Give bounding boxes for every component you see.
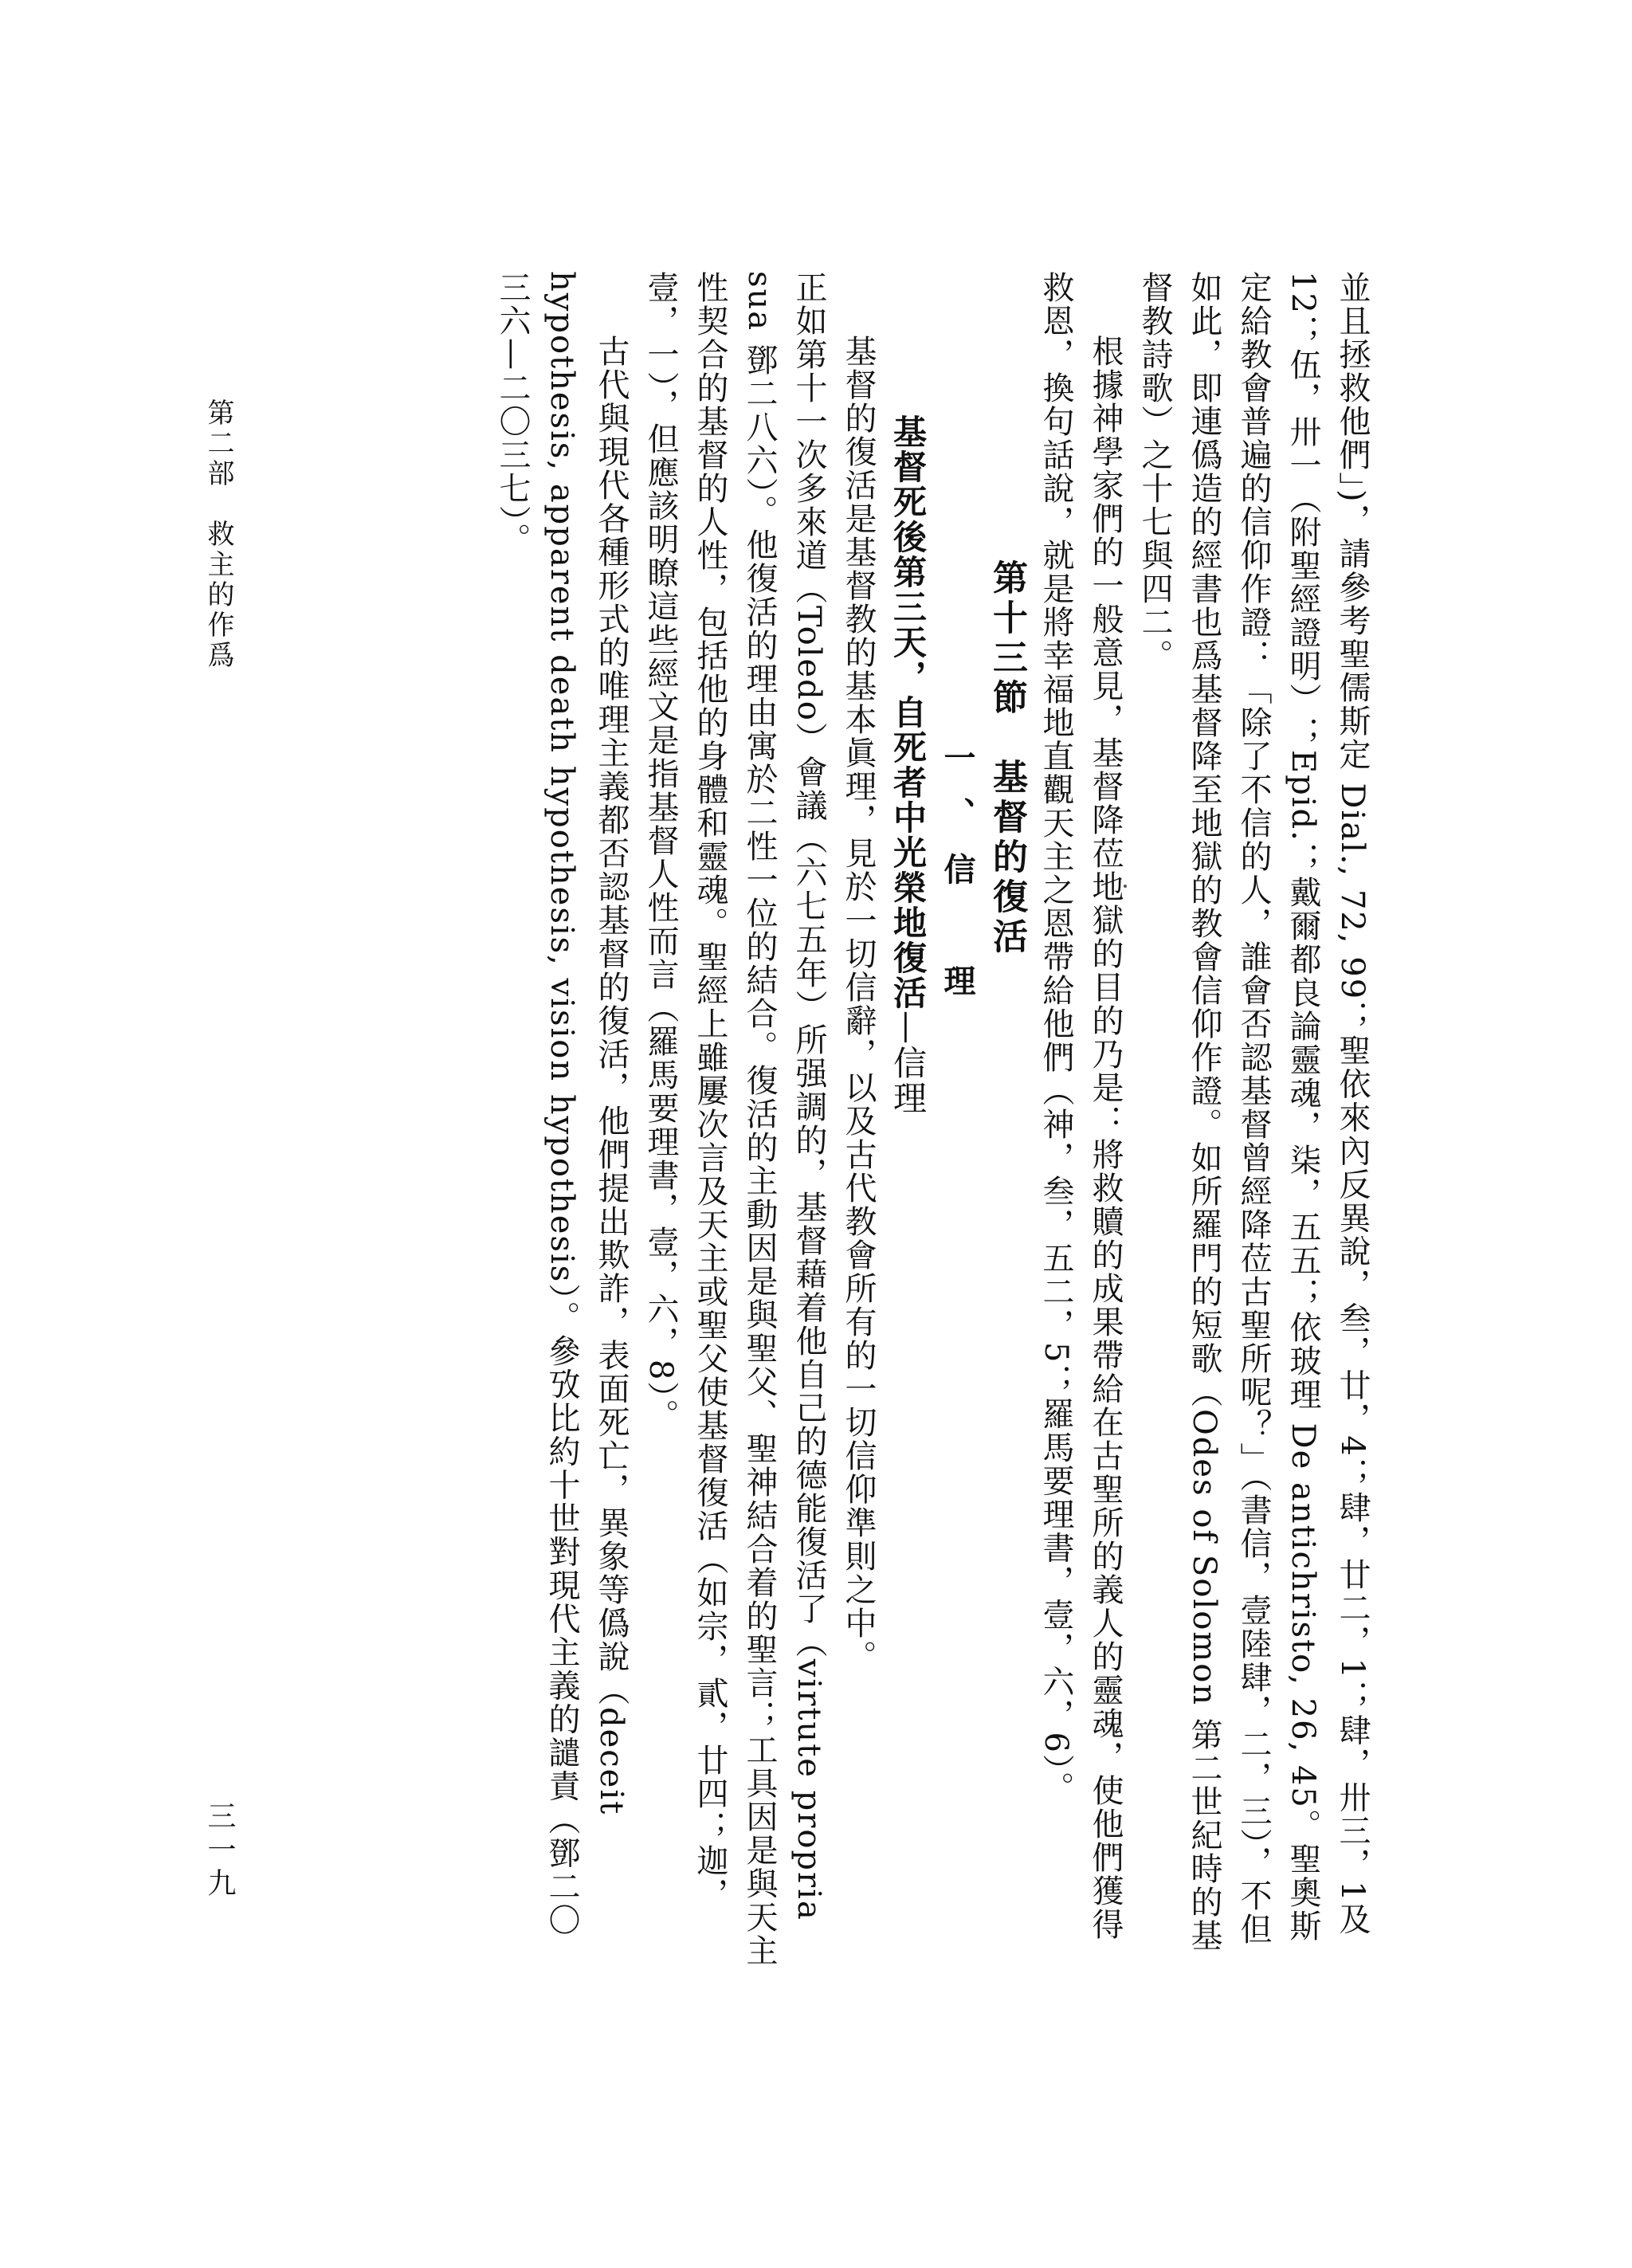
thesis-statement xyxy=(883,271,932,1968)
body-paragraph-3: 古代與現代各種形式的唯理主義都否認基督的復活，他們提出欺詐，表面死亡，異象等僞說（deceit hypothesis, apparent death hypothesis, vision hypothesis）。參攷比約十世對現代主義的譴責（鄧二〇三六—二〇三七）。 xyxy=(494,271,630,1937)
running-footer: 第二部 救主的作爲 xyxy=(202,398,234,671)
paragraph-theological-opinion: 根據神學家們的一般意見，基督降莅地獄的目的乃是：將救贖的成果帶給在古聖所的義人的靈魂，使他們獲得救恩，換句話說，就是將幸福地直觀天主之恩帶給他們（神，叁，五二，5；羅馬要理書，壹，六，6）。 xyxy=(1038,271,1124,1941)
thesis-bold: 基督死後第三天，自死者中光榮地復活 xyxy=(889,414,928,1010)
body-paragraph-2: 正如第十一次多來道（Toledo）會議（六七五年）所强調的，基督藉着他自己的德能復活了（virtute propria sua 鄧二八六）。他復活的理由寓於二性一位的結合。復活的主動因是與聖父、聖神結合着的聖言；工具因是與天主性契合的基督的人性，包括他的身體和靈魂。聖經上雖屢次言及天主或聖父使基督復活（如宗，貳，廿四；迦，壹，一），但應該明瞭這些經文是指基督人性而言（羅馬要理書，壹，六，8）。 xyxy=(642,271,827,1968)
page-number: 三一九 xyxy=(203,1801,236,1901)
section-heading: 第十三節 基督的復活 xyxy=(987,559,1027,958)
scan-speck xyxy=(1124,885,1127,888)
thesis-suffix: —信理 xyxy=(889,1010,928,1116)
subsection-heading: 一、信 理 xyxy=(939,741,976,1020)
body-paragraph-1: 基督的復活是基督教的基本眞理，見於一切信辭，以及古代教會所有的一切信仰準則之中。 xyxy=(840,335,877,1674)
paragraph-continuation: 並且拯救他們」)，請參考聖儒斯定 Dial., 72, 99；聖依來內反異說，叁，廿，4；肆，廿二，1；肆，卅三，1及12；伍，卅一（附聖經證明）；Epid.；戴爾都良論靈魂，柒，五五；依玻理 De antichristo, 26, 45。聖奧斯定給教會普遍的信仰作證：「除了不信的人，誰會否認基督曾經降莅古聖所呢？」（書信，壹陸肆，二，三），不但如此，即連僞造的經書也爲基督降至地獄的教會信仰作證。如所羅門的短歌（Odes of Solomon 第二世紀時的基督教詩歌）之十七與四二。 xyxy=(1136,271,1371,1952)
